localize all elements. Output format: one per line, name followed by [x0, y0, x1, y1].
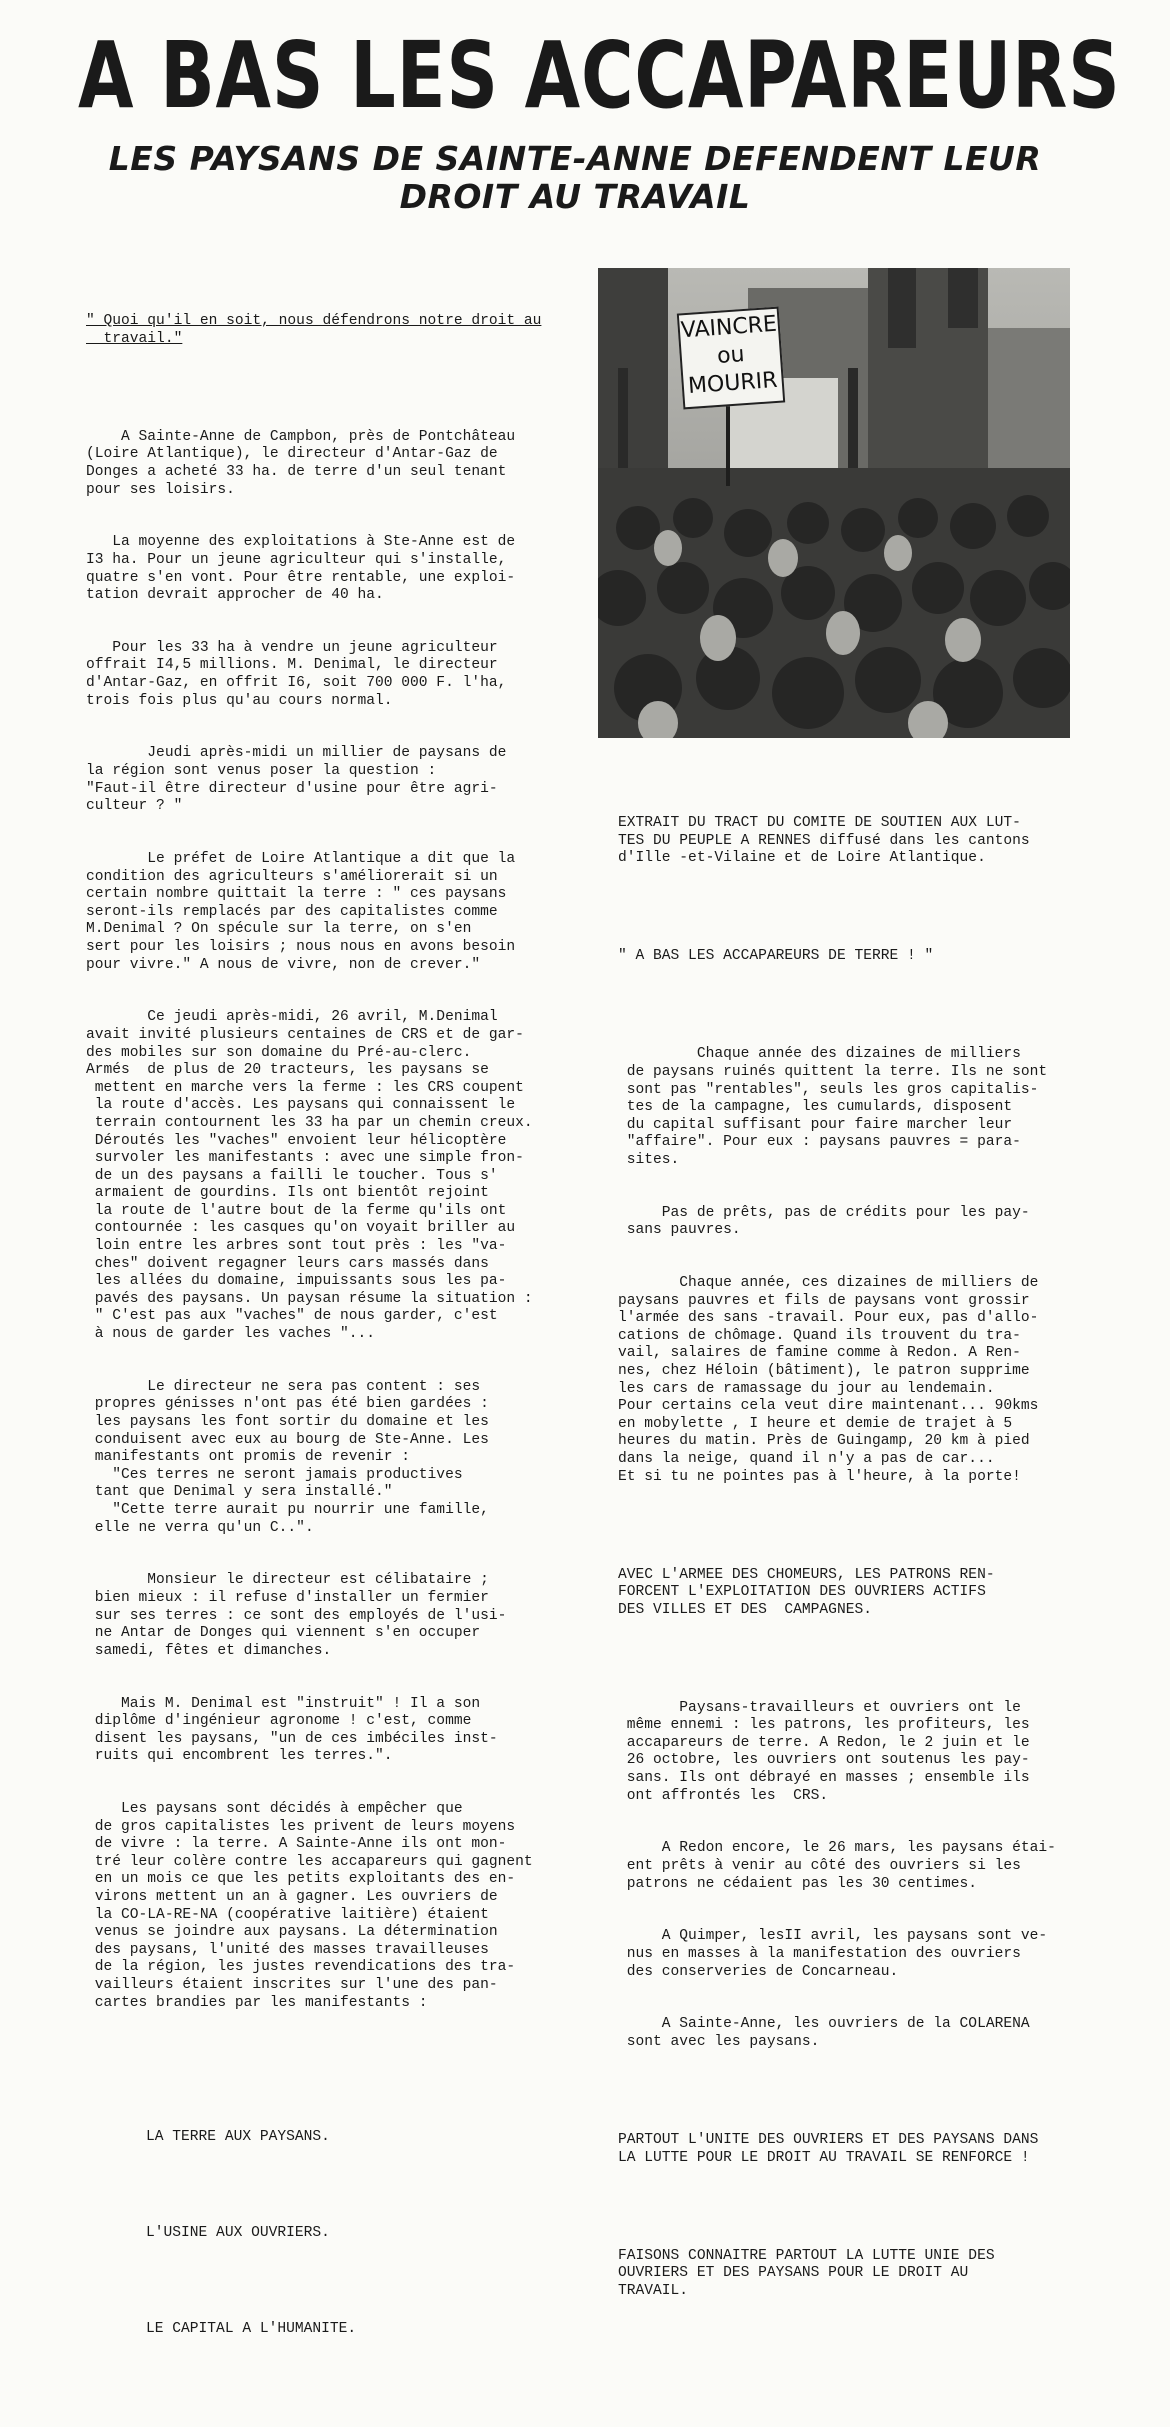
paragraph: Les paysans sont décidés à empêcher que de gros capitalistes les privent de leurs moyens de vivre : la terre. A Sainte-Anne ils ont mon- tré leur colère contre les accapareurs qui gagnent en un mois ce que les petits exploitants des en- virons mettent un an à gagner. Les ouvriers de la CO-LA-RE-NA (coopérative laitière) étaient venus se joindre aux paysans. La détermination des paysans, l'unité des masses travailleuses de la région, les justes revendications des tra- vailleurs étaient inscrites sur l'une des pan- cartes brandies par les manifestants :: [94, 1801, 533, 2011]
paragraph: Paysans-travailleurs et ouvriers ont le même ennemi : les patrons, les profiteurs, les accapareurs de terre. A Redon, le 2 juin et le 26 octobre, les ouvriers ont soutenus les pay- sans. Ils ont débrayé en masses ; ensemble ils ont affrontés les CRS.: [626, 1699, 1030, 1804]
slogan-list: [86, 2057, 576, 2409]
page-subtitle: LES PAYSANS DE SAINTE-ANNE DEFENDENT LEUR DROIT AU TRAVAIL: [108, 139, 1042, 216]
right-column: [618, 780, 1078, 2318]
tract-intro: EXTRAIT DU TRACT DU COMITE DE SOUTIEN AUX LUT- TES DU PEUPLE A RENNES diffusé dans les cantons d'Ille -et-Vilaine et de Loire Atlantique.: [618, 815, 1030, 867]
paragraph: Monsieur le directeur est célibataire ; bien mieux : il refuse d'installer un fermier sur ses terres : ce sont des employés de l'usi- ne Antar de Donges qui viennent s'en occuper samedi, fêtes et dimanches.: [94, 1572, 507, 1659]
slogan: L'USINE AUX OUVRIERS.: [146, 2225, 330, 2242]
left-column: [86, 278, 576, 2427]
paragraph: Chaque année, ces dizaines de milliers de paysans pauvres et fils de paysans vont grossir l'armée des sans -travail. Pour eux, pas d'allo- cations de chômage. Quand ils trouvent du tra- vail, salaires de famine comme à Redon. A Ren- nes, chez Héloin (bâtiment), le patron supprime les cars de ramassage du jour au lendemain. Pour certains cela veut dire maintenant... 90kms en mobylette , I heure et demie de trajet à 5 heures du matin. Près de Guingamp, 20 km à pied dans la neige, quand il n'y a pas de car... Et si tu ne pointes pas à l'heure, à la porte!: [618, 1275, 1039, 1485]
slogan: LA TERRE AUX PAYSANS.: [146, 2129, 330, 2146]
paragraph: A Sainte-Anne, les ouvriers de la COLARENA sont avec les paysans.: [626, 2016, 1030, 2050]
page-title: A BAS LES ACCAPAREURS: [78, 22, 1121, 129]
paragraph: Jeudi après-midi un millier de paysans de la région sont venus poser la question : "Faut-il être directeur d'usine pour être agri- culteur ? ": [86, 745, 507, 815]
opening-quote: " Quoi qu'il en soit, nous défendrons notre droit au travail.": [86, 313, 542, 347]
paragraph: Ce jeudi après-midi, 26 avril, M.Denimal avait invité plusieurs centaines de CRS et de gar- des mobiles sur son domaine du Pré-au-clerc. Armés de plus de 20 tracteurs, les paysans se mettent en marche vers la ferme : les CRS coupent la route d'accès. Les paysans qui connaissent le terrain contournent les 33 ha par un chemin creux. Déroutés les "vaches" envoient leur hélicoptère survoler les manifestants : avec une simple fron- de un des paysans a failli le toucher. Tous s' armaient de gourdins. Ils ont bientôt rejoint la route de l'autre bout de la ferme qu'ils ont contournée : les casques qu'on voyait briller au loin entre les arbres sont tout près : les "va- ches" doivent regagner leurs cars massés dans les allées du domaine, impuissants sous les pa- pavés des paysans. Un paysan résume la situation : " C'est pas aux "vaches" de nous garder, c'est à nous de garder les vaches "...: [86, 1009, 533, 1343]
capitals-statement: AVEC L'ARMEE DES CHOMEURS, LES PATRONS REN- FORCENT L'EXPLOITATION DES OUVRIERS ACTIFS DES VILLES ET DES CAMPAGNES.: [618, 1566, 995, 1618]
protest-photo: [598, 268, 1070, 738]
crowd-image: [598, 268, 1070, 738]
paragraph: Le directeur ne sera pas content : ses propres génisses n'ont pas été bien gardées : les paysans les font sortir du domaine et les conduisent avec eux au bourg de Ste-Anne. Les manifestants ont promis de revenir : "Ces terres ne seront jamais productives tant que Denimal y sera installé." "Cette terre aurait pu nourrir une famille, elle ne verra qu'un C..".: [94, 1378, 489, 1536]
paragraph: A Redon encore, le 26 mars, les paysans étai- ent prêts à venir au côté des ouvriers si les patrons ne cédaient pas les 30 centimes.: [626, 1840, 1056, 1892]
tract-quote: " A BAS LES ACCAPAREURS DE TERRE ! ": [618, 948, 934, 965]
paragraph: A Quimper, lesII avril, les paysans sont ve- nus en masses à la manifestation des ouvriers des conserveries de Concarneau.: [626, 1928, 1048, 1980]
paragraph: Le préfet de Loire Atlantique a dit que la condition des agriculteurs s'améliorerait si un certain nombre quittait la terre : " ces paysans seront-ils remplacés par des capitalistes comme M.Denimal ? On spécule sur la terre, on s'en sert pour les loisirs ; nous nous en avons besoin pour vivre." A nous de vivre, non de crever.": [86, 851, 516, 973]
capitals-statement: FAISONS CONNAITRE PARTOUT LA LUTTE UNIE DES OUVRIERS ET DES PAYSANS POUR LE DROIT AU TRAVAIL.: [618, 2247, 995, 2299]
paragraph: A Sainte-Anne de Campbon, près de Pontchâteau (Loire Atlantique), le directeur d'Antar-Gaz de Donges a acheté 33 ha. de terre d'un seul tenant pour ses loisirs.: [86, 428, 516, 498]
protest-sign: VAINCRE ou MOURIR: [677, 307, 785, 410]
paragraph: Pour les 33 ha à vendre un jeune agriculteur offrait I4,5 millions. M. Denimal, le directeur d'Antar-Gaz, en offrit I6, soit 700 000 F. l'ha, trois fois plus qu'au cours normal.: [86, 639, 507, 709]
slogan: LE CAPITAL A L'HUMANITE.: [146, 2321, 357, 2338]
paragraph: Chaque année des dizaines de milliers de paysans ruinés quittent la terre. Ils ne sont sont pas "rentables", seuls les gros capitalis- tes de la campagne, les cumulards, disposent du capital suffisant pour faire marcher leur "affaire". Pour eux : paysans pauvres = para- sites.: [626, 1046, 1048, 1168]
paragraph: La moyenne des exploitations à Ste-Anne est de I3 ha. Pour un jeune agriculteur qui s'installe, quatre s'en vont. Pour être rentable, une exploi- tation devrait approcher de 40 ha.: [86, 534, 516, 604]
capitals-statement: PARTOUT L'UNITE DES OUVRIERS ET DES PAYSANS DANS LA LUTTE POUR LE DROIT AU TRAVAIL SE RENFORCE !: [618, 2131, 1039, 2166]
paragraph: Pas de prêts, pas de crédits pour les pay- sans pauvres.: [626, 1204, 1030, 1239]
paragraph: Mais M. Denimal est "instruit" ! Il a son diplôme d'ingénieur agronome ! c'est, comme disent les paysans, "un de ces imbéciles inst- ruits qui encombrent les terres.".: [94, 1695, 498, 1765]
